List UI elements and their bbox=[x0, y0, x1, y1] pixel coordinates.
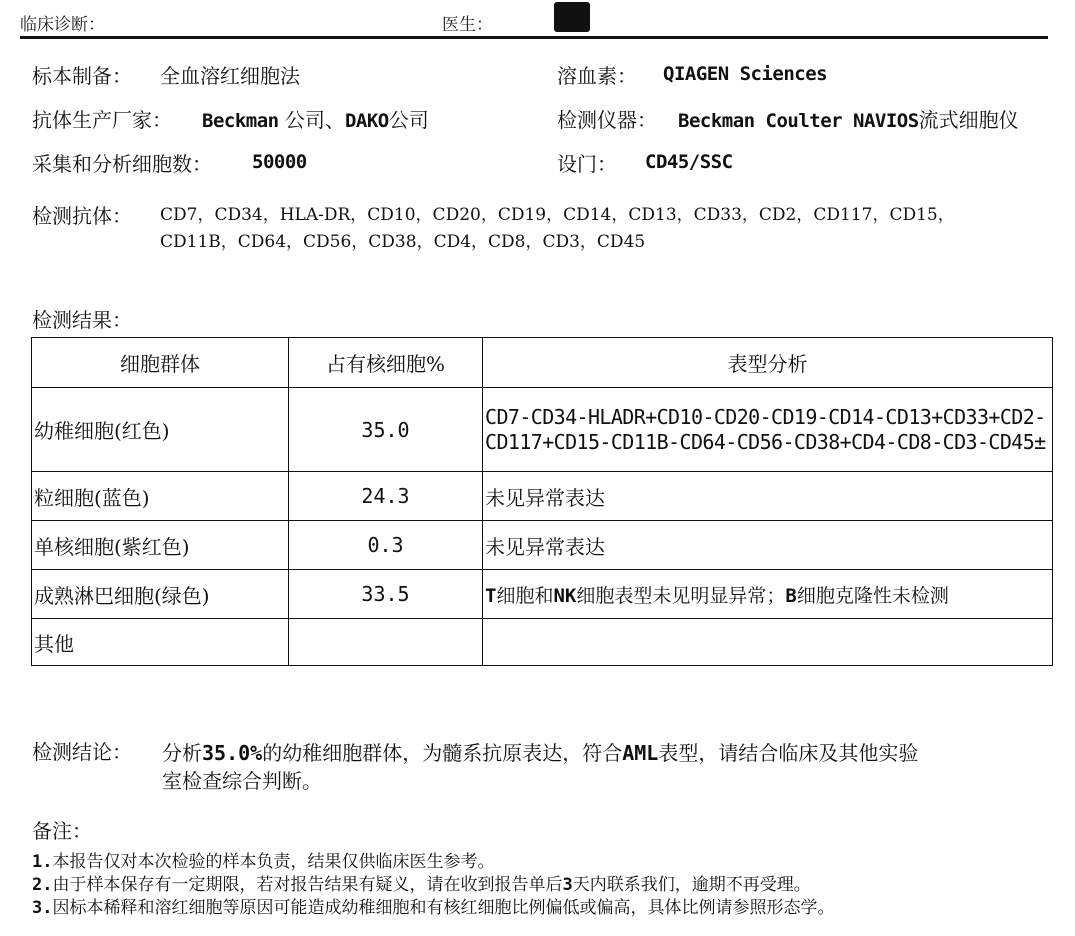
note-text-1: 本报告仅对本次检验的样本负责，结果仅供临床医生参考。 bbox=[52, 852, 495, 872]
lysis-value: QIAGEN Sciences bbox=[663, 63, 828, 85]
table-row bbox=[32, 472, 1053, 521]
note-item-2 bbox=[32, 870, 811, 895]
doctor-label: 医生： bbox=[442, 15, 493, 35]
table-row bbox=[32, 570, 1053, 619]
phenotype-text2: 细胞表型未见明显异常； bbox=[576, 584, 786, 607]
instrument-value bbox=[678, 104, 1019, 133]
conclusion-p1: 分析 bbox=[162, 741, 202, 765]
sample-prep-value: 全血溶红细胞法 bbox=[160, 64, 300, 88]
table-row bbox=[32, 388, 1053, 472]
conclusion-label: 检测结论： bbox=[32, 740, 132, 764]
table-row bbox=[32, 619, 1053, 666]
header-percent: 占有核细胞% bbox=[289, 338, 483, 388]
results-title: 检测结果： bbox=[32, 308, 132, 332]
note-text-3: 因标本稀释和溶红细胞等原因可能造成幼稚细胞和有核红细胞比例偏低或偏高，具体比例请参照形态学。 bbox=[52, 898, 835, 918]
note-days: 3 bbox=[562, 875, 573, 895]
phenotype-cell bbox=[483, 570, 1053, 619]
percent-cell: 24.3 bbox=[289, 472, 483, 521]
percent-cell bbox=[289, 619, 483, 666]
phenotype-t: T bbox=[485, 584, 497, 607]
antibody-maker-company1: 公司、 bbox=[278, 108, 345, 132]
phenotype-cell bbox=[483, 619, 1053, 666]
note-text-2b: 天内联系我们，逾期不再受理。 bbox=[572, 875, 811, 895]
conclusion-percent: 35.0% bbox=[202, 741, 263, 765]
clinical-diagnosis-label: 临床诊断： bbox=[20, 15, 105, 35]
percent-cell: 0.3 bbox=[289, 521, 483, 570]
population-cell: 单核细胞(紫红色) bbox=[32, 521, 289, 570]
conclusion-p3: 的幼稚细胞群体，为髓系抗原表达，符合 bbox=[262, 741, 623, 765]
gate-value: CD45/SSC bbox=[645, 151, 733, 173]
antibody-maker-dako: DAKO bbox=[344, 110, 389, 132]
antibody-maker-beckman: Beckman bbox=[202, 110, 279, 132]
results-table bbox=[31, 337, 1053, 666]
phenotype-cell: 未见异常表达 bbox=[483, 472, 1053, 521]
phenotype-cell: 未见异常表达 bbox=[483, 521, 1053, 570]
percent-cell: 33.5 bbox=[289, 570, 483, 619]
redacted-doctor-name bbox=[554, 2, 590, 32]
antibody-maker-value bbox=[202, 104, 429, 133]
conclusion-line2: 室检查综合判断。 bbox=[162, 769, 322, 793]
phenotype-cell: CD7-CD34-HLADR+CD10-CD20-CD19-CD14-CD13+CD33+CD2-CD117+CD15-CD11B-CD64-CD56-CD38+CD4-CD8-CD3-CD45± bbox=[483, 388, 1053, 472]
instrument-label: 检测仪器： bbox=[557, 108, 657, 132]
note-item-3 bbox=[32, 893, 834, 918]
note-num-2: 2. bbox=[32, 875, 53, 895]
conclusion-line1 bbox=[162, 737, 918, 766]
note-num-3: 3. bbox=[32, 898, 53, 918]
conclusion-aml: AML bbox=[622, 741, 659, 765]
phenotype-text1: 细胞和 bbox=[496, 584, 554, 607]
sample-prep-label: 标本制备： bbox=[32, 64, 132, 88]
header-phenotype: 表型分析 bbox=[483, 338, 1053, 388]
conclusion-p5: 表型，请结合临床及其他实验 bbox=[658, 741, 919, 765]
phenotype-text3: 细胞克隆性未检测 bbox=[796, 584, 949, 607]
population-cell: 成熟淋巴细胞(绿色) bbox=[32, 570, 289, 619]
antibodies-line2: CD11B，CD64，CD56，CD38，CD4，CD8，CD3，CD45 bbox=[160, 232, 646, 252]
phenotype-nk: NK bbox=[553, 584, 577, 607]
note-item-1 bbox=[32, 847, 494, 872]
header-rule bbox=[20, 36, 1048, 39]
gate-label: 设门： bbox=[557, 152, 617, 176]
population-cell: 其他 bbox=[32, 619, 289, 666]
population-cell: 幼稚细胞(红色) bbox=[32, 388, 289, 472]
note-num-1: 1. bbox=[32, 852, 53, 872]
percent-cell: 35.0 bbox=[289, 388, 483, 472]
note-text-2a: 由于样本保存有一定期限，若对报告结果有疑义，请在收到报告单后 bbox=[52, 875, 563, 895]
header-population: 细胞群体 bbox=[32, 338, 289, 388]
notes-label: 备注： bbox=[32, 819, 92, 843]
instrument-name: Beckman Coulter NAVIOS bbox=[678, 110, 919, 132]
antibodies-label: 检测抗体： bbox=[32, 204, 132, 228]
instrument-suffix: 流式细胞仪 bbox=[918, 108, 1019, 132]
table-header-row bbox=[32, 338, 1053, 388]
cell-count-label: 采集和分析细胞数： bbox=[32, 152, 212, 176]
table-row bbox=[32, 521, 1053, 570]
phenotype-b: B bbox=[785, 584, 797, 607]
lysis-label: 溶血素： bbox=[557, 64, 637, 88]
antibody-maker-company2: 公司 bbox=[388, 108, 429, 132]
antibodies-line1: CD7，CD34，HLA-DR，CD10，CD20，CD19，CD14，CD13，CD33，CD2，CD117，CD15， bbox=[160, 205, 955, 225]
population-cell: 粒细胞(蓝色) bbox=[32, 472, 289, 521]
antibody-maker-label: 抗体生产厂家： bbox=[32, 108, 172, 132]
cell-count-value: 50000 bbox=[252, 151, 307, 173]
